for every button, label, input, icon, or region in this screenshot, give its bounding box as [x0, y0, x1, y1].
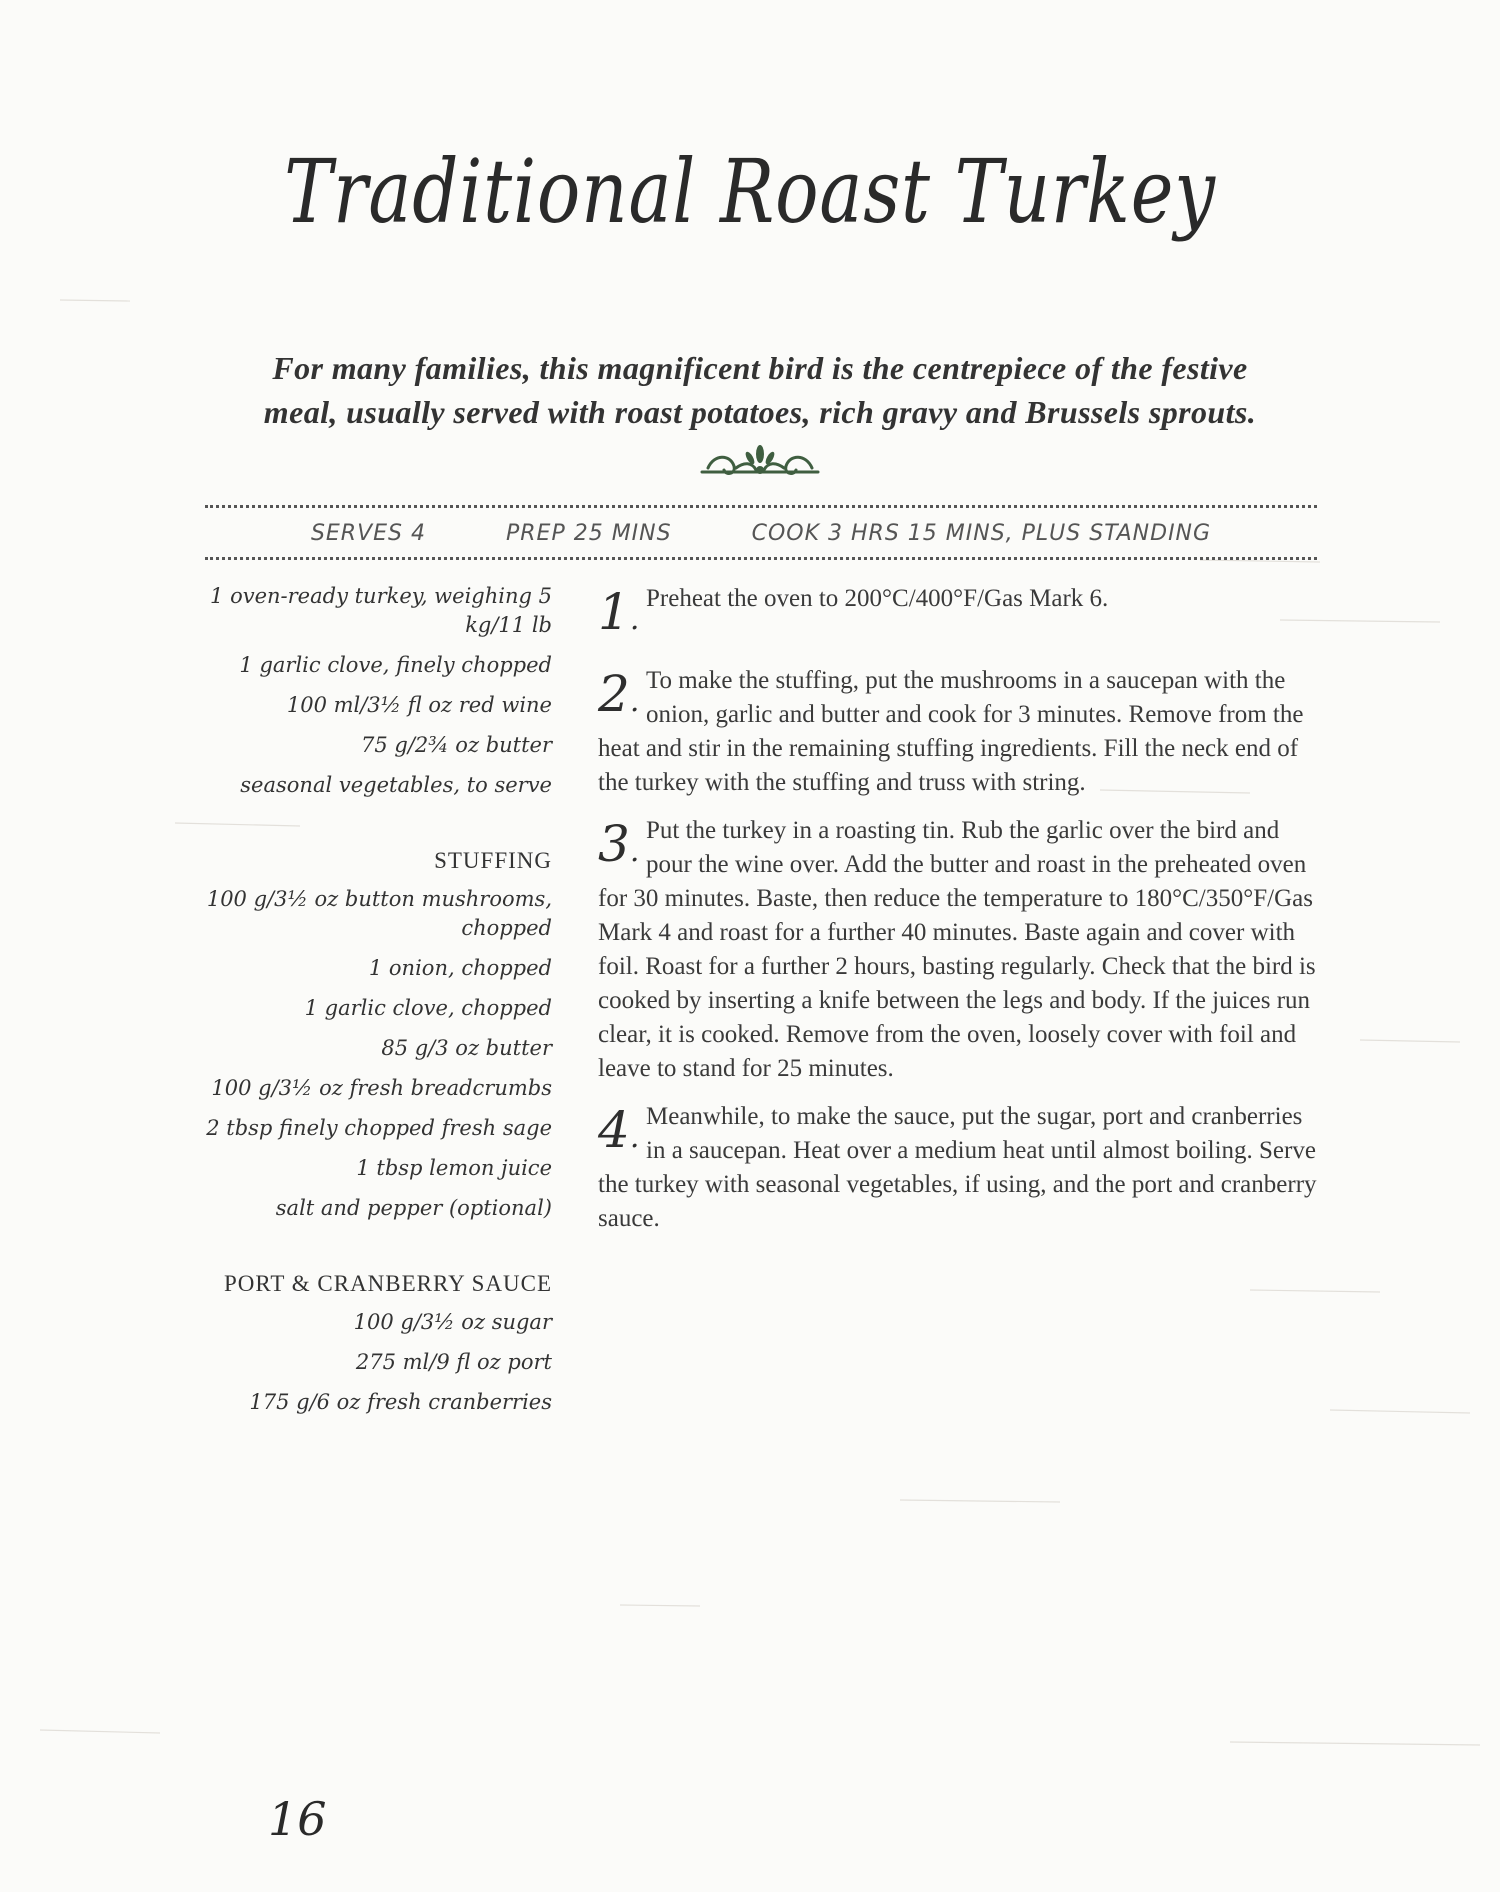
stuffing-heading: STUFFING [434, 848, 552, 873]
ingredient: 275 ml/9 fl oz port [355, 1350, 552, 1374]
ingredient: salt and pepper (optional) [275, 1196, 552, 1220]
method-step [598, 1100, 1323, 1236]
step-text: To make the stuffing, put the mushrooms in a saucepan with the onion, garlic and butter and cook for 3 minutes. Remove from the heat and stir in the remaining stuffing ingredients. Fill the neck end of the turkey with the stuffing and truss with string. [598, 667, 1304, 796]
ingredient: 2 tbsp finely chopped fresh sage [206, 1116, 552, 1140]
step-number: 4. [598, 1101, 640, 1159]
meta-serves: SERVES 4 [310, 520, 426, 546]
ingredient: 100 g/3½ oz button mushrooms, chopped [206, 887, 552, 940]
ingredient: 1 garlic clove, chopped [304, 996, 552, 1020]
step-text: Meanwhile, to make the sauce, put the sugar, port and cranberries in a saucepan. Heat over a medium heat until almost boiling. Serve the turkey with seasonal vegetables, if using, and the port and cranberry sauce. [598, 1103, 1317, 1232]
meta-prep: PREP 25 MINS [506, 520, 672, 546]
meta-divider-bottom [205, 557, 1317, 560]
ingredient: 1 onion, chopped [368, 956, 552, 980]
ingredient: 1 tbsp lemon juice [356, 1156, 552, 1180]
ingredient: 100 g/3½ oz fresh breadcrumbs [211, 1076, 552, 1100]
ingredient: 1 garlic clove, finely chopped [239, 653, 552, 677]
recipe-title: Traditional Roast Turkey [284, 140, 1216, 243]
meta-cook: COOK 3 HRS 15 MINS, PLUS STANDING [751, 520, 1212, 546]
ingredient: 1 oven-ready turkey, weighing 5 kg/11 lb [210, 584, 552, 637]
ingredient: 85 g/3 oz butter [381, 1036, 552, 1060]
intro-line: meal, usually served with roast potatoes, rich gravy and Brussels sprouts. [263, 394, 1257, 430]
method-step [598, 664, 1323, 800]
step-number: 3. [598, 815, 640, 873]
sauce-heading: PORT & CRANBERRY SAUCE [224, 1271, 552, 1296]
ingredient: seasonal vegetables, to serve [240, 773, 552, 797]
ingredients-list [190, 582, 552, 1428]
step-number: 1. [598, 583, 640, 641]
step-text: Preheat the oven to 200°C/400°F/Gas Mark 6. [646, 585, 1109, 612]
page-number: 16 [268, 1792, 327, 1846]
method-steps [598, 582, 1323, 1250]
intro-line: For many families, this magnificent bird is the centrepiece of the festive [272, 350, 1248, 386]
step-text: Put the turkey in a roasting tin. Rub the garlic over the bird and pour the wine over. Add the butter and roast in the preheated oven for 30 minutes. Baste, then reduce the temperature to 180°C/350°F/Gas Mark 4 and roast for a further 40 minutes. Baste again and cover with foil. Roast for a further 2 hours, basting regularly. Check that the bird is cooked by inserting a knife between the legs and body. If the juices run clear, it is cooked. Remove from the oven, loosely cover with foil and leave to stand for 25 minutes. [598, 817, 1316, 1082]
step-number: 2. [598, 665, 640, 723]
flourish-ornament-icon [700, 440, 820, 482]
ingredient: 100 g/3½ oz sugar [353, 1310, 552, 1334]
ingredient: 75 g/2¾ oz butter [361, 733, 552, 757]
ingredient: 100 ml/3½ fl oz red wine [286, 693, 552, 717]
recipe-meta [205, 512, 1317, 554]
recipe-intro [200, 346, 1320, 434]
method-step [598, 582, 1323, 641]
ingredient: 175 g/6 oz fresh cranberries [249, 1390, 552, 1414]
method-step [598, 814, 1323, 1086]
meta-divider-top [205, 505, 1317, 508]
